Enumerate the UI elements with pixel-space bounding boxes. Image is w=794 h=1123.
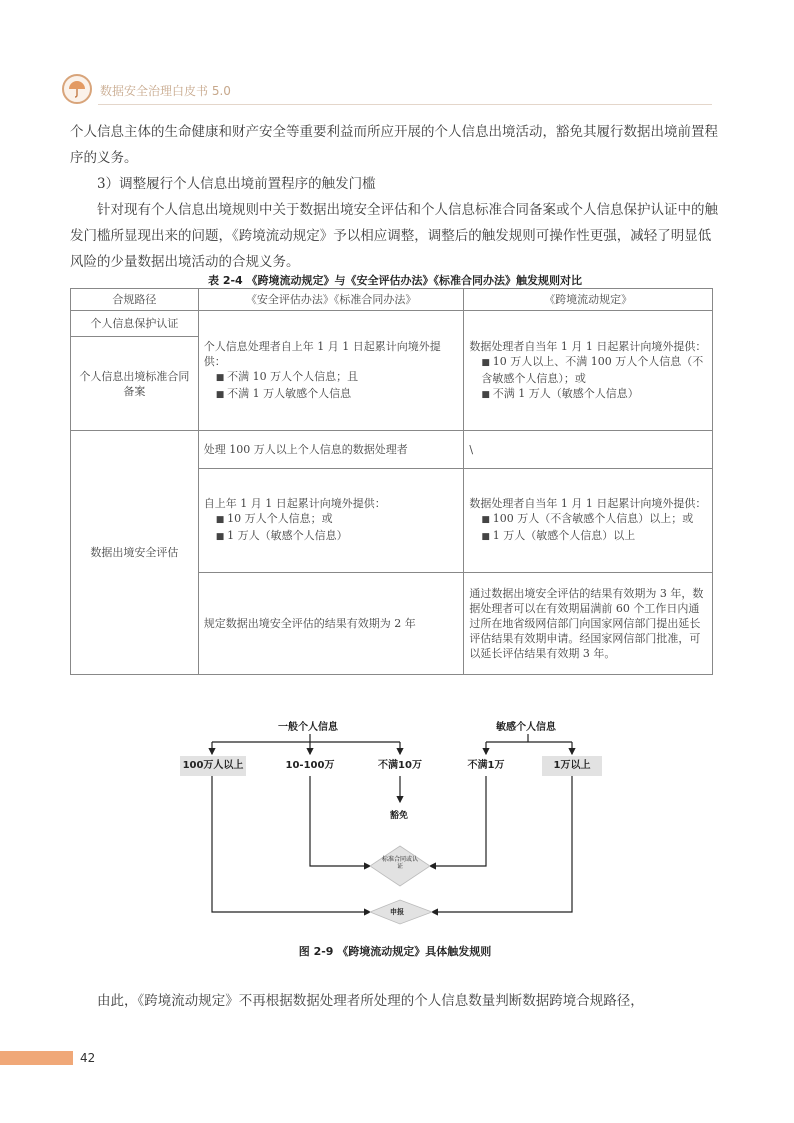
subheading-3: 3）调整履行个人信息出境前置程序的触发门槛: [97, 176, 376, 192]
rule-item: ■ 100 万人（不含敏感个人信息）以上；或: [469, 511, 707, 528]
box-10-100w: 10-100万: [285, 760, 335, 771]
rule-intro: 个人信息处理者自上年 1 月 1 日起累计向境外提供：: [203, 339, 441, 368]
exempt-label: 豁免: [390, 811, 409, 821]
rule-intro: 数据处理者自当年 1 月 1 日起累计向境外提供：: [469, 339, 707, 353]
page-number: 42: [80, 1051, 96, 1065]
rule-intro: 自上年 1 月 1 日起累计向境外提供：: [203, 497, 386, 510]
table-caption: 表 2-4 《跨境流动规定》与《安全评估办法》《标准合同办法》触发规则对比: [207, 274, 583, 287]
general-info-label: 一般个人信息: [278, 722, 338, 733]
paragraph-3: 由此，《跨境流动规定》不再根据数据处理者所处理的个人信息数量判断数据跨境合规路径，: [97, 993, 644, 1009]
box-under-1w: 不满1万: [467, 760, 505, 771]
umbrella-logo-icon: [62, 74, 92, 104]
table-cell-path: 数据出境安全评估: [71, 431, 199, 675]
table-cell-new-rule: [464, 311, 713, 431]
paragraph-2: 针对现有个人信息出境规则中关于数据出境安全评估和个人信息标准合同备案或个人信息保护认证中的触发门槛所显现出来的问题，《跨境流动规定》予以相应调整，调整后的触发规则可操作性更强，减轻了明显低风险的少量数据出境活动的合规义务。: [70, 202, 718, 270]
rule-item: ■ 不满 10 万人个人信息；且: [204, 369, 459, 386]
header-title: 数据安全治理白皮书 5.0: [100, 84, 231, 98]
rule-item: ■ 不满 1 万人敏感个人信息: [204, 386, 459, 403]
rule-item: ■ 1 万人（敏感个人信息）: [204, 528, 459, 545]
table-cell-old-rule: [198, 311, 464, 431]
table-cell-old-rule: 处理 100 万人以上个人信息的数据处理者: [198, 431, 464, 469]
table-cell-new-rule: \: [464, 431, 713, 469]
box-under-10w: 不满10万: [378, 760, 422, 771]
rule-item: ■ 1 万人（敏感个人信息）以上: [469, 528, 707, 545]
paragraph-1: 个人信息主体的生命健康和财产安全等重要利益而所应开展的个人信息出境活动，豁免其履行数据出境前置程序的义务。: [70, 124, 718, 166]
table-header-row: [71, 289, 713, 311]
table-cell-path: 个人信息出境标准合同备案: [71, 337, 199, 431]
box-over-1m: 100万人以上: [180, 756, 246, 776]
table-row: [71, 431, 713, 469]
header-divider: [98, 104, 712, 105]
footer-accent-bar: [0, 1051, 73, 1065]
table-cell-old-rule: [198, 469, 464, 573]
table-cell-path: 个人信息保护认证: [71, 311, 199, 337]
table-row: [71, 311, 713, 337]
table-header-cell: 《安全评估办法》《标准合同办法》: [198, 289, 464, 311]
table-cell-old-rule: 规定数据出境安全评估的结果有效期为 2 年: [198, 573, 464, 675]
rule-item: ■ 10 万人以上、不满 100 万人个人信息（不含敏感个人信息）；或: [469, 354, 707, 386]
rule-item: ■ 10 万人个人信息；或: [204, 511, 459, 528]
rule-item: ■ 不满 1 万人（敏感个人信息）: [469, 386, 707, 403]
box-over-1w: 1万以上: [542, 756, 602, 776]
sensitive-info-label: 敏感个人信息: [496, 722, 556, 733]
table-cell-new-rule: 通过数据出境安全评估的结果有效期为 3 年，数据处理者可以在有效期届满前 60 个工作日内通过所在地省级网信部门向国家网信部门提出延长评估结果有效期申请。经国家网信部门批准，可以延长评估结果有效期 3 年。: [464, 573, 713, 675]
table-header-cell: 合规路径: [71, 289, 199, 311]
table-header-cell: 《跨境流动规定》: [464, 289, 713, 311]
page-header: [62, 74, 712, 108]
table-cell-new-rule: [464, 469, 713, 573]
comparison-table: [70, 288, 713, 675]
apply-label: 申报: [390, 908, 404, 916]
trigger-rules-diagram: [174, 710, 614, 930]
rule-intro: 数据处理者自当年 1 月 1 日起累计向境外提供：: [469, 497, 707, 510]
figure-caption: 图 2-9 《跨境流动规定》具体触发规则: [298, 945, 492, 958]
contract-cert-label: 标准合同或认证: [382, 856, 419, 870]
